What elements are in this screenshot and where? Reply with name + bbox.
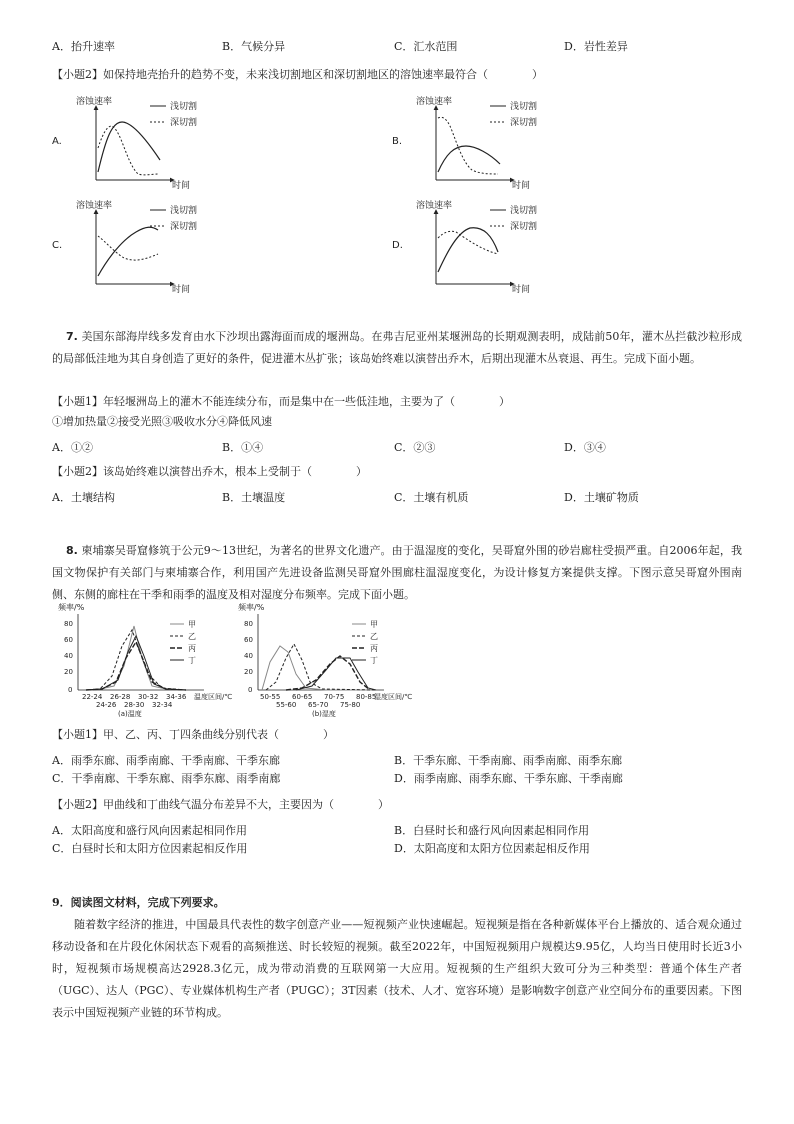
q8-number: 8.: [66, 544, 78, 557]
svg-text:50-55: 50-55: [260, 693, 281, 701]
panel-label-c: C.: [52, 240, 63, 251]
svg-text:75-80: 75-80: [340, 701, 361, 709]
panel-label-b: B.: [392, 136, 403, 147]
svg-text:乙: 乙: [188, 632, 196, 641]
q7-sub2-stem: 【小题2】该岛始终难以演替出乔木，根本上受制于（ ）: [52, 465, 367, 478]
q8-body: 柬埔寨吴哥窟修筑于公元9～13世纪，为著名的世界文化遗产。由于温湿度的变化，吴哥窟外围的砂岩廊柱受损严重。自2006年起，我国文物保护有关部门与柬埔寨合作，利用国产先进设备监测吴哥窟外围廊柱温湿度变化，为设计修复方案提供支撑。下图示意吴哥窟外围南侧、东侧的廊柱在干季和雨季的温度及相对湿度分布频率。完成下面小题。: [52, 544, 742, 601]
legend-deep-d: 深切割: [510, 222, 538, 232]
legend-shallow-c: 浅切割: [170, 206, 198, 216]
svg-text:丁: 丁: [370, 656, 378, 665]
q7-sub1-option-d[interactable]: D．③④: [564, 441, 606, 454]
q8-sub2-option-d[interactable]: D．太阳高度和太阳方位因素起相反作用: [394, 842, 590, 855]
option-d[interactable]: D．岩性差异: [564, 40, 628, 53]
svg-text:乙: 乙: [370, 632, 378, 641]
q7-number: 7.: [66, 330, 78, 343]
svg-text:80: 80: [64, 620, 73, 628]
graph-a[interactable]: [52, 95, 197, 191]
xlabel-a: 时间: [172, 181, 191, 191]
svg-text:70-75: 70-75: [324, 693, 345, 701]
q7-sub2-option-d[interactable]: D．土壤矿物质: [564, 491, 639, 504]
svg-text:甲: 甲: [370, 620, 378, 629]
svg-text:24-26: 24-26: [96, 701, 117, 709]
xlabel-d: 时间: [512, 285, 531, 295]
legend-deep-b: 深切割: [510, 118, 538, 128]
chart-b-ylabel: 频率/%: [238, 603, 265, 612]
svg-text:60: 60: [64, 636, 73, 644]
q7-sub2-option-c[interactable]: C．土壤有机质: [394, 491, 469, 504]
ylabel-b: 溶蚀速率: [416, 97, 453, 107]
q8-sub2-stem: 【小题2】甲曲线和丁曲线气温分布差异不大，主要因为（ ）: [52, 798, 389, 811]
panel-label-d: D.: [392, 240, 403, 251]
q7-sub1-option-c[interactable]: C．②③: [394, 441, 436, 454]
svg-text:丙: 丙: [370, 644, 378, 653]
chart-b-caption: (b)湿度: [312, 710, 336, 718]
temperature-chart: [36, 602, 246, 720]
svg-text:22-24: 22-24: [82, 693, 103, 701]
svg-text:60-65: 60-65: [292, 693, 313, 701]
q8-sub1-option-d[interactable]: D．雨季南廊、雨季东廊、干季东廊、干季南廊: [394, 772, 623, 785]
svg-text:80: 80: [244, 620, 253, 628]
q7-sub1-option-b[interactable]: B．①④: [222, 441, 264, 454]
q7-sub1-option-a[interactable]: A．①②: [52, 441, 93, 454]
q6-sub2-stem: 【小题2】如保持地壳抬升的趋势不变，未来浅切割地区和深切割地区的溶蚀速率最符合（ ）: [52, 68, 543, 81]
q9-heading: 9．阅读图文材料，完成下列要求。: [52, 896, 225, 909]
q8-sub1-stem: 【小题1】甲、乙、丙、丁四条曲线分别代表（ ）: [52, 728, 334, 741]
q8-sub1-option-b[interactable]: B．干季东廊、干季南廊、雨季南廊、雨季东廊: [394, 754, 623, 767]
q8-sub2-option-b[interactable]: B．白昼时长和盛行风向因素起相同作用: [394, 824, 590, 837]
q7-body: 美国东部海岸线多发育由水下沙坝出露海面而成的堰洲岛。在弗吉尼亚州某堰洲岛的长期观测表明，成陆前50年，灌木丛拦截沙粒形成的局部低洼地为其自身创造了更好的条件，促进灌木丛扩张；该岛始终难以演替出乔木，后期出现灌木丛衰退、再生。完成下面小题。: [52, 330, 743, 365]
svg-text:65-70: 65-70: [308, 701, 329, 709]
q8-text: [52, 540, 742, 606]
svg-text:40: 40: [244, 652, 253, 660]
q8-sub1-option-c[interactable]: C．干季南廊、干季东廊、雨季东廊、雨季南廊: [52, 772, 281, 785]
svg-text:34-36: 34-36: [166, 693, 187, 701]
q6-option-graphs: [52, 88, 692, 298]
svg-text:28-30: 28-30: [124, 701, 145, 709]
ylabel-c: 溶蚀速率: [76, 201, 113, 211]
q7-sub2-option-a[interactable]: A．土壤结构: [52, 491, 115, 504]
svg-text:丙: 丙: [188, 644, 196, 653]
chart-a-caption: (a)温度: [118, 710, 142, 718]
q8-sub1-option-a[interactable]: A．雨季东廊、雨季南廊、干季南廊、干季东廊: [52, 754, 280, 767]
legend-shallow-d: 浅切割: [510, 206, 538, 216]
chart-a-ylabel: 频率/%: [58, 603, 85, 612]
humidity-chart: [236, 602, 420, 720]
svg-text:温度区间/℃: 温度区间/℃: [194, 693, 233, 701]
option-c[interactable]: C．汇水范围: [394, 40, 458, 53]
q9-text: 随着数字经济的推进，中国最具代表性的数字创意产业——短视频产业快速崛起。短视频是指在各种新媒体平台上播放的、适合观众通过移动设备和在片段化休闲状态下观看的高频推送、时长较短的视频。截至2022年，中国短视频用户规模达9.95亿，人均当日使用时长近3小时，短视频市场规模高达2928.3亿元，成为带动消费的互联网第一大应用。短视频的生产组织大致可分为三种类型：普通个体生产者（UGC）、达人（PGC）、专业媒体机构生产者（PUGC）；3T因素（技术、人才、宽容环境）是影响数字创意产业空间分布的重要因素。下图表示中国短视频产业链的环节构成。: [52, 918, 742, 1019]
svg-text:26-28: 26-28: [110, 693, 131, 701]
graph-b[interactable]: [392, 95, 537, 191]
graph-d[interactable]: [392, 199, 537, 295]
svg-text:80-85: 80-85: [356, 693, 377, 701]
svg-text:32-34: 32-34: [152, 701, 173, 709]
option-b[interactable]: B．气候分异: [222, 40, 286, 53]
legend-deep-c: 深切割: [170, 222, 198, 232]
legend-deep-a: 深切割: [170, 118, 198, 128]
svg-text:20: 20: [244, 668, 253, 676]
svg-text:甲: 甲: [188, 620, 196, 629]
q7-sub2-option-b[interactable]: B．土壤温度: [222, 491, 286, 504]
legend-shallow-a: 浅切割: [170, 102, 198, 112]
svg-text:55-60: 55-60: [276, 701, 297, 709]
svg-text:0: 0: [68, 686, 73, 694]
q8-sub2-option-a[interactable]: A．太阳高度和盛行风向因素起相同作用: [52, 824, 247, 837]
legend-shallow-b: 浅切割: [510, 102, 538, 112]
ylabel-d: 溶蚀速率: [416, 201, 453, 211]
q7-text: [52, 326, 742, 370]
q7-sub1-stem: 【小题1】年轻堰洲岛上的灌木不能连续分布，而是集中在一些低洼地，主要为了（ ）: [52, 395, 510, 408]
svg-text:丁: 丁: [188, 656, 196, 665]
svg-text:40: 40: [64, 652, 73, 660]
q8-sub2-option-c[interactable]: C．白昼时长和太阳方位因素起相反作用: [52, 842, 248, 855]
svg-text:湿度区间/℃: 湿度区间/℃: [374, 693, 413, 701]
svg-text:60: 60: [244, 636, 253, 644]
option-a[interactable]: A．抬升速率: [52, 40, 115, 53]
ylabel-a: 溶蚀速率: [76, 97, 113, 107]
xlabel-c: 时间: [172, 285, 191, 295]
svg-text:30-32: 30-32: [138, 693, 159, 701]
panel-label-a: A.: [52, 136, 62, 147]
svg-text:20: 20: [64, 668, 73, 676]
xlabel-b: 时间: [512, 181, 531, 191]
q7-sub1-items: ①增加热量②接受光照③吸收水分④降低风速: [52, 415, 272, 428]
svg-text:0: 0: [248, 686, 253, 694]
graph-c[interactable]: [52, 199, 197, 295]
